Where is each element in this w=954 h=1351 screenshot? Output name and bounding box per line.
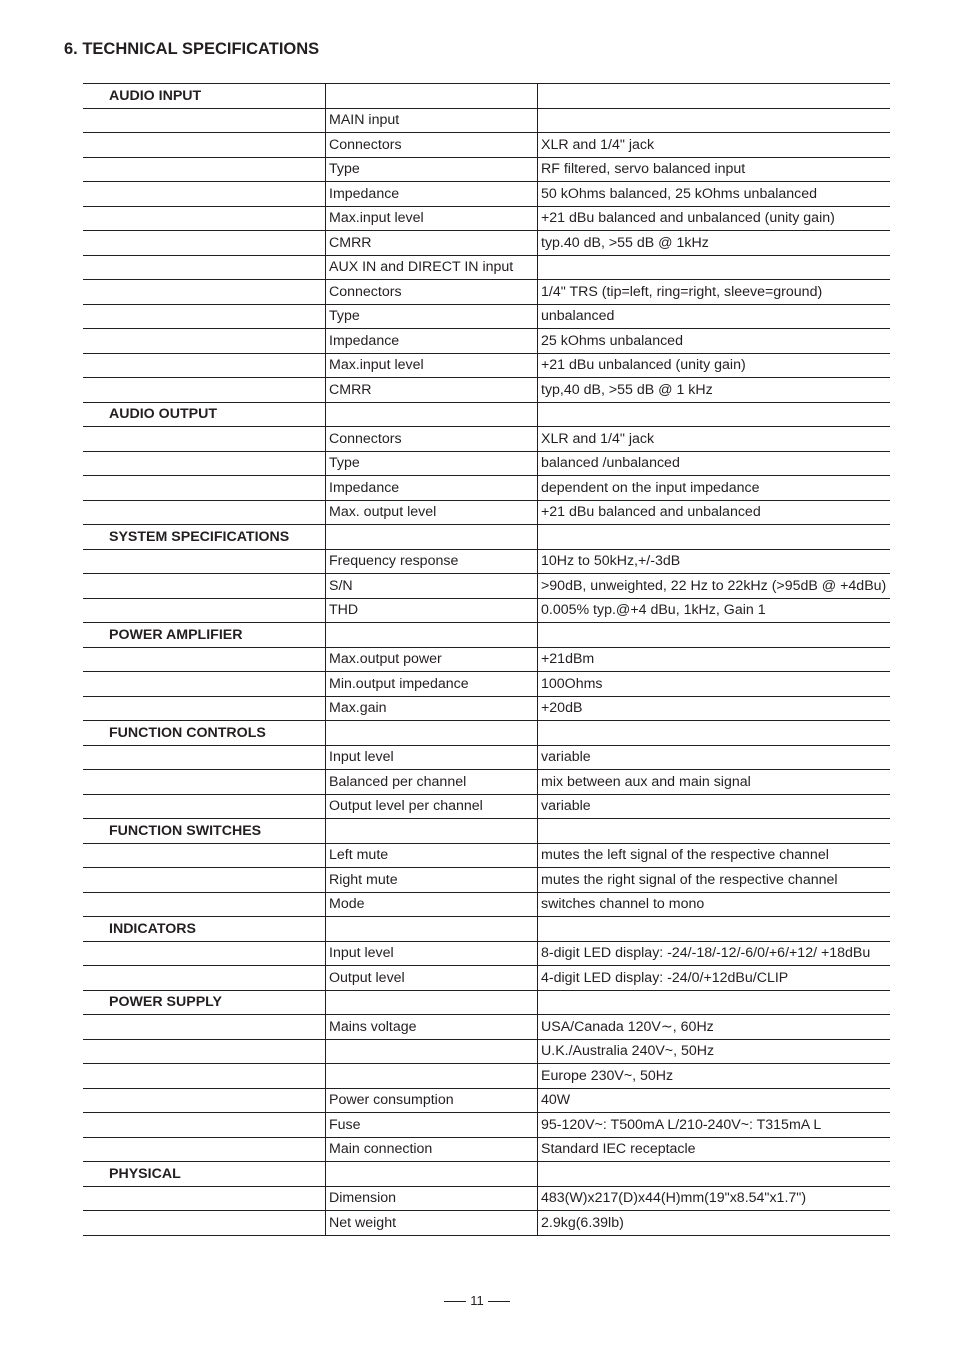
spec-row [83, 1113, 890, 1138]
spec-value-cell [538, 623, 891, 648]
spec-section-cell [83, 206, 326, 231]
spec-value-cell: 100Ohms [538, 672, 891, 697]
spec-value-cell: 4-digit LED display: -24/0/+12dBu/CLIP [538, 966, 891, 991]
spec-value-cell: Standard IEC receptacle [538, 1137, 891, 1162]
spec-row [83, 1162, 890, 1187]
spec-value-cell: switches channel to mono [538, 892, 891, 917]
spec-section-cell [83, 647, 326, 672]
spec-row [83, 427, 890, 452]
spec-section-cell [83, 378, 326, 403]
spec-value-cell [538, 108, 891, 133]
spec-row [83, 1064, 890, 1089]
spec-row [83, 402, 890, 427]
spec-value-cell: unbalanced [538, 304, 891, 329]
spec-value-cell: XLR and 1/4" jack [538, 133, 891, 158]
spec-row [83, 329, 890, 354]
spec-section-cell [83, 304, 326, 329]
spec-parameter-cell: Dimension [326, 1186, 538, 1211]
spec-section-cell [83, 1211, 326, 1236]
spec-row [83, 623, 890, 648]
spec-section-cell [83, 1113, 326, 1138]
spec-table-body [83, 84, 890, 1236]
spec-parameter-cell: Type [326, 451, 538, 476]
spec-value-cell: +21 dBu unbalanced (unity gain) [538, 353, 891, 378]
spec-section-cell [83, 451, 326, 476]
spec-value-cell: XLR and 1/4" jack [538, 427, 891, 452]
spec-value-cell: +21 dBu balanced and unbalanced [538, 500, 891, 525]
spec-parameter-cell [326, 1064, 538, 1089]
spec-parameter-cell: Mode [326, 892, 538, 917]
spec-row [83, 892, 890, 917]
spec-value-cell: >90dB, unweighted, 22 Hz to 22kHz (>95dB @ +4dBu) [538, 574, 891, 599]
spec-parameter-cell: Connectors [326, 133, 538, 158]
spec-section-cell [83, 672, 326, 697]
spec-section-cell [83, 794, 326, 819]
spec-parameter-cell: Output level per channel [326, 794, 538, 819]
spec-row [83, 843, 890, 868]
spec-section-cell: POWER AMPLIFIER [83, 623, 326, 648]
spec-section-cell [83, 574, 326, 599]
page-heading: 6. TECHNICAL SPECIFICATIONS [64, 40, 320, 58]
spec-section-cell [83, 133, 326, 158]
spec-row [83, 231, 890, 256]
spec-parameter-cell: Input level [326, 745, 538, 770]
spec-parameter-cell: Net weight [326, 1211, 538, 1236]
spec-row [83, 672, 890, 697]
spec-row [83, 476, 890, 501]
spec-section-cell [83, 549, 326, 574]
page-footer [0, 1293, 954, 1308]
spec-section-cell [83, 157, 326, 182]
spec-row [83, 990, 890, 1015]
spec-value-cell [538, 525, 891, 550]
spec-row [83, 280, 890, 305]
spec-section-cell [83, 1039, 326, 1064]
spec-parameter-cell: Type [326, 304, 538, 329]
spec-row [83, 917, 890, 942]
spec-parameter-cell: Frequency response [326, 549, 538, 574]
spec-row [83, 304, 890, 329]
spec-value-cell: 95-120V~: T500mA L/210-240V~: T315mA L [538, 1113, 891, 1138]
spec-parameter-cell [326, 990, 538, 1015]
spec-section-cell [83, 966, 326, 991]
spec-section-cell: AUDIO INPUT [83, 84, 326, 109]
spec-value-cell [538, 819, 891, 844]
spec-parameter-cell: Output level [326, 966, 538, 991]
spec-value-cell: typ.40 dB, >55 dB @ 1kHz [538, 231, 891, 256]
spec-value-cell: 25 kOhms unbalanced [538, 329, 891, 354]
spec-section-cell: FUNCTION CONTROLS [83, 721, 326, 746]
spec-row [83, 941, 890, 966]
spec-section-cell [83, 353, 326, 378]
spec-value-cell: +21 dBu balanced and unbalanced (unity gain) [538, 206, 891, 231]
spec-row [83, 966, 890, 991]
page-number: 11 [470, 1293, 484, 1308]
spec-parameter-cell: Impedance [326, 329, 538, 354]
spec-parameter-cell [326, 84, 538, 109]
spec-value-cell: 0.005% typ.@+4 dBu, 1kHz, Gain 1 [538, 598, 891, 623]
spec-row [83, 819, 890, 844]
spec-row [83, 182, 890, 207]
spec-value-cell: variable [538, 745, 891, 770]
spec-parameter-cell: Connectors [326, 280, 538, 305]
spec-value-cell: 1/4" TRS (tip=left, ring=right, sleeve=ground) [538, 280, 891, 305]
spec-parameter-cell [326, 721, 538, 746]
spec-parameter-cell: Type [326, 157, 538, 182]
spec-section-cell [83, 941, 326, 966]
spec-value-cell: mix between aux and main signal [538, 770, 891, 795]
spec-row [83, 353, 890, 378]
spec-value-cell: typ,40 dB, >55 dB @ 1 kHz [538, 378, 891, 403]
spec-section-cell [83, 231, 326, 256]
spec-section-cell [83, 427, 326, 452]
spec-value-cell [538, 990, 891, 1015]
spec-parameter-cell [326, 525, 538, 550]
spec-section-cell: SYSTEM SPECIFICATIONS [83, 525, 326, 550]
spec-section-cell [83, 500, 326, 525]
spec-section-cell: POWER SUPPLY [83, 990, 326, 1015]
spec-row [83, 1039, 890, 1064]
spec-parameter-cell: Max.gain [326, 696, 538, 721]
spec-value-cell: U.K./Australia 240V~, 50Hz [538, 1039, 891, 1064]
spec-value-cell: 2.9kg(6.39lb) [538, 1211, 891, 1236]
spec-parameter-cell: Impedance [326, 182, 538, 207]
spec-row [83, 255, 890, 280]
spec-value-cell: balanced /unbalanced [538, 451, 891, 476]
spec-section-cell [83, 182, 326, 207]
spec-section-cell [83, 108, 326, 133]
spec-parameter-cell: THD [326, 598, 538, 623]
spec-row [83, 84, 890, 109]
spec-row [83, 1015, 890, 1040]
spec-value-cell: 8-digit LED display: -24/-18/-12/-6/0/+6/+12/ +18dBu [538, 941, 891, 966]
spec-parameter-cell [326, 623, 538, 648]
spec-section-cell [83, 329, 326, 354]
footer-dash-left [444, 1301, 466, 1302]
spec-value-cell [538, 917, 891, 942]
spec-row [83, 1186, 890, 1211]
spec-value-cell [538, 1162, 891, 1187]
spec-value-cell: 50 kOhms balanced, 25 kOhms unbalanced [538, 182, 891, 207]
spec-parameter-cell: Left mute [326, 843, 538, 868]
spec-row [83, 647, 890, 672]
spec-parameter-cell: Impedance [326, 476, 538, 501]
spec-parameter-cell: AUX IN and DIRECT IN input [326, 255, 538, 280]
spec-parameter-cell: Mains voltage [326, 1015, 538, 1040]
spec-value-cell: USA/Canada 120V∼, 60Hz [538, 1015, 891, 1040]
spec-row [83, 721, 890, 746]
spec-parameter-cell [326, 819, 538, 844]
spec-section-cell [83, 1186, 326, 1211]
spec-section-cell [83, 598, 326, 623]
footer-dash-right [488, 1301, 510, 1302]
spec-row [83, 696, 890, 721]
spec-row [83, 500, 890, 525]
spec-value-cell: variable [538, 794, 891, 819]
spec-parameter-cell: Max.input level [326, 353, 538, 378]
spec-section-cell [83, 280, 326, 305]
spec-value-cell: mutes the right signal of the respective channel [538, 868, 891, 893]
spec-value-cell: dependent on the input impedance [538, 476, 891, 501]
spec-row [83, 1088, 890, 1113]
spec-row [83, 157, 890, 182]
spec-section-cell [83, 868, 326, 893]
spec-parameter-cell [326, 1039, 538, 1064]
spec-section-cell [83, 770, 326, 795]
spec-parameter-cell: Input level [326, 941, 538, 966]
spec-row [83, 133, 890, 158]
spec-value-cell: +21dBm [538, 647, 891, 672]
spec-value-cell: mutes the left signal of the respective channel [538, 843, 891, 868]
spec-section-cell: FUNCTION SWITCHES [83, 819, 326, 844]
spec-parameter-cell: Min.output impedance [326, 672, 538, 697]
spec-row [83, 108, 890, 133]
spec-row [83, 549, 890, 574]
spec-parameter-cell: Power consumption [326, 1088, 538, 1113]
spec-parameter-cell: CMRR [326, 378, 538, 403]
spec-parameter-cell [326, 1162, 538, 1187]
spec-section-cell [83, 1137, 326, 1162]
spec-row [83, 794, 890, 819]
spec-section-cell: INDICATORS [83, 917, 326, 942]
spec-parameter-cell [326, 917, 538, 942]
spec-parameter-cell: Main connection [326, 1137, 538, 1162]
spec-section-cell [83, 476, 326, 501]
spec-section-cell [83, 892, 326, 917]
spec-value-cell [538, 721, 891, 746]
spec-row [83, 574, 890, 599]
spec-parameter-cell: Right mute [326, 868, 538, 893]
spec-section-cell [83, 255, 326, 280]
spec-row [83, 598, 890, 623]
spec-section-cell: AUDIO OUTPUT [83, 402, 326, 427]
spec-section-cell [83, 745, 326, 770]
spec-section-cell [83, 843, 326, 868]
spec-row [83, 1137, 890, 1162]
spec-parameter-cell: Connectors [326, 427, 538, 452]
spec-value-cell: 40W [538, 1088, 891, 1113]
spec-parameter-cell: CMRR [326, 231, 538, 256]
spec-table [83, 83, 890, 1236]
spec-parameter-cell: MAIN input [326, 108, 538, 133]
spec-value-cell [538, 84, 891, 109]
spec-value-cell: 483(W)x217(D)x44(H)mm(19"x8.54"x1.7") [538, 1186, 891, 1211]
spec-row [83, 770, 890, 795]
spec-value-cell [538, 402, 891, 427]
spec-section-cell [83, 1064, 326, 1089]
spec-section-cell [83, 1015, 326, 1040]
spec-parameter-cell: Max.output power [326, 647, 538, 672]
spec-parameter-cell: Max. output level [326, 500, 538, 525]
spec-parameter-cell [326, 402, 538, 427]
spec-section-cell [83, 696, 326, 721]
spec-value-cell: +20dB [538, 696, 891, 721]
spec-row [83, 451, 890, 476]
spec-value-cell: RF filtered, servo balanced input [538, 157, 891, 182]
spec-row [83, 206, 890, 231]
spec-parameter-cell: Max.input level [326, 206, 538, 231]
spec-row [83, 868, 890, 893]
spec-parameter-cell: S/N [326, 574, 538, 599]
spec-parameter-cell: Fuse [326, 1113, 538, 1138]
spec-section-cell [83, 1088, 326, 1113]
spec-parameter-cell: Balanced per channel [326, 770, 538, 795]
spec-value-cell [538, 255, 891, 280]
spec-value-cell: 10Hz to 50kHz,+/-3dB [538, 549, 891, 574]
spec-value-cell: Europe 230V~, 50Hz [538, 1064, 891, 1089]
spec-row [83, 378, 890, 403]
spec-row [83, 745, 890, 770]
spec-row [83, 1211, 890, 1236]
spec-row [83, 525, 890, 550]
spec-section-cell: PHYSICAL [83, 1162, 326, 1187]
